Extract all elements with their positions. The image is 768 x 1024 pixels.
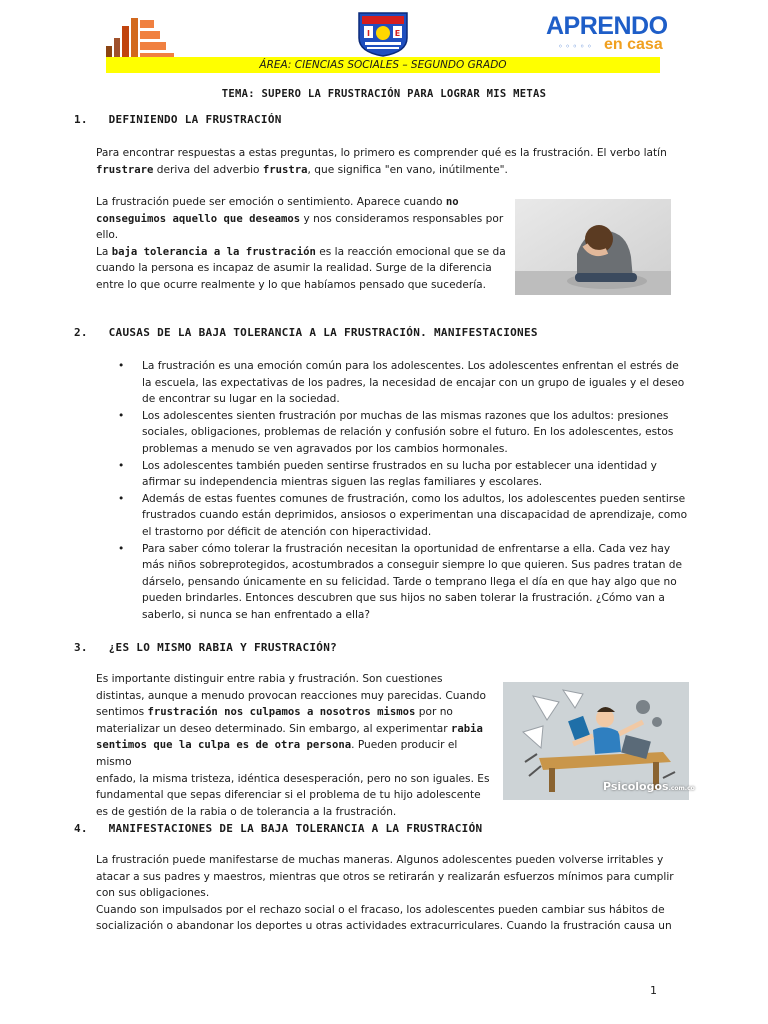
text-line: fundamental que sepas diferenciar si el problema de tu hijo adolescente: [96, 789, 481, 802]
brand-dots: ◦ ◦ ◦ ◦ ◦: [558, 42, 592, 51]
sad-child-photo: [515, 199, 671, 295]
text-line: [96, 721, 496, 738]
institution-bars-logo: [104, 16, 176, 60]
text-line: [96, 162, 696, 179]
text-line: dárselo, pensando únicamente en su felicidad. Tarde o temprano llega el día en que hay algo que no: [142, 575, 677, 588]
svg-text:E: E: [394, 29, 401, 38]
text-line: ello.: [96, 229, 119, 242]
bullet-glyph: •: [118, 409, 125, 422]
section-4-heading: 4. MANIFESTACIONES DE LA BAJA TOLERANCIA A LA FRUSTRACIÓN: [74, 822, 483, 835]
text-line: [96, 194, 506, 211]
section-1-paragraph-1: [96, 145, 696, 178]
text-line: [96, 704, 496, 721]
text-span: deriva del adverbio: [153, 163, 263, 176]
section-1-paragraph-2: [96, 194, 506, 294]
section-1-heading: 1. DEFINIENDO LA FRUSTRACIÓN: [74, 113, 282, 126]
page-number: 1: [650, 984, 657, 997]
text-span: y nos consideramos responsables por: [300, 212, 504, 225]
bullet-glyph: •: [118, 459, 125, 472]
emphasis: frustración nos culpamos a nosotros mismos: [147, 706, 416, 719]
text-line: frustrados cuando están deprimidos, ansiosos o experimentan una discapacidad de aprendizaje, como: [142, 509, 688, 522]
section-2-bullet-list: [118, 358, 702, 624]
text-span: , que significa "en vano, inútilmente".: [307, 163, 508, 176]
text-line: sociales, obligaciones, problemas de relación y confusión sobre el futuro. En los adolescentes, estos: [142, 426, 674, 439]
text-span: La: [96, 245, 112, 258]
svg-text:I: I: [367, 29, 370, 38]
bullet-glyph: •: [118, 492, 125, 505]
text-line: Los adolescentes también pueden sentirse frustrados en su lucha por establecer una identidad y: [142, 459, 657, 472]
school-crest-icon: [355, 10, 411, 58]
frustrated-person-illustration: [503, 682, 695, 800]
text-line: Es importante distinguir entre rabia y frustración. Son cuestiones: [96, 673, 443, 685]
aprendo-en-casa-logo: [546, 12, 666, 56]
text-line: de encontrar su lugar en la sociedad.: [142, 393, 340, 406]
text-span: materializar un deseo determinado. Sin embargo, al experimentar: [96, 722, 451, 735]
text-line: es de gestión de la rabia o de tolerancia a la frustración.: [96, 805, 397, 818]
section-2-heading: 2. CAUSAS DE LA BAJA TOLERANCIA A LA FRUSTRACIÓN. MANIFESTACIONES: [74, 326, 538, 339]
text-line: saberlo, si nunca se han enfrentado a ella?: [142, 608, 371, 621]
page-title: TEMA: SUPERO LA FRUSTRACIÓN PARA LOGRAR MIS METAS: [221, 88, 547, 100]
text-line: con sus obligaciones.: [96, 887, 210, 900]
emphasis: sentimos que la culpa es de otra persona: [96, 739, 352, 752]
text-line: Los adolescentes sienten frustración por muchas de las mismas razones que los adultos: presiones: [142, 409, 669, 422]
section-3-heading: 3. ¿ES LO MISMO RABIA Y FRUSTRACIÓN?: [74, 641, 338, 654]
text-line: La frustración es una emoción común para los adolescentes. Los adolescentes enfrentan el estrés de: [142, 360, 679, 372]
list-item: [118, 541, 702, 624]
area-banner: ÁREA: CIENCIAS SOCIALES – SEGUNDO GRADO: [106, 57, 660, 73]
text-line: [96, 244, 506, 261]
watermark-sub: .com.co: [668, 785, 695, 792]
text-line: [96, 737, 496, 770]
list-item: [118, 358, 702, 408]
text-line: problemas a menudo se ven agravados por los cambios hormonales.: [142, 442, 508, 455]
text-line: [96, 211, 506, 228]
term-frustra: frustra: [262, 163, 308, 176]
text-line: Además de estas fuentes comunes de frustración, como los adultos, los adolescentes pueden sentirse: [142, 492, 686, 505]
text-span: . Pueden producir el mismo: [96, 739, 458, 768]
text-line: socialización o abandonar los deportes u otras actividades extracurriculares. Cuando la frustración causa un: [96, 920, 672, 933]
text-line: cuando la persona es incapaz de asumir la realidad. Surge de la diferencia: [96, 262, 492, 275]
section-3-paragraph: [96, 671, 496, 820]
text-line: La frustración puede manifestarse de muchas maneras. Algunos adolescentes pueden volverse irritables y: [96, 854, 664, 866]
watermark-text: [603, 780, 695, 793]
list-item: [118, 408, 702, 458]
emphasis: baja tolerancia a la frustración: [111, 245, 316, 258]
text-span: es la reacción emocional que se da: [315, 245, 506, 258]
text-line: Para encontrar respuestas a estas preguntas, lo primero es comprender qué es la frustración. El verbo latín: [96, 147, 667, 159]
text-line: afirmar su independencia mientras siguen las reglas familiares y escolares.: [142, 476, 543, 489]
bullet-glyph: •: [118, 542, 125, 555]
text-line: Cuando son impulsados por el rechazo social o el fracaso, los adolescentes pueden cambiar sus hábitos de: [96, 903, 665, 916]
text-line: entre lo que ocurre realmente y lo que habíamos pensado que sucedería.: [96, 278, 487, 291]
text-line: Para saber cómo tolerar la frustración necesitan la oportunidad de enfrentarse a ella. Cada vez hay: [142, 542, 671, 555]
brand-en-casa: en casa: [604, 36, 663, 53]
list-item: [118, 458, 702, 491]
term-frustrare: frustrare: [96, 163, 154, 176]
text-line: distintas, aunque a menudo provocan reacciones muy parecidas. Cuando: [96, 689, 486, 702]
list-item: [118, 491, 702, 541]
emphasis: conseguimos aquello que deseamos: [96, 212, 301, 225]
text-line: enfado, la misma tristeza, idéntica desesperación, pero no son iguales. Es: [96, 772, 490, 785]
text-line: pueden brindarles. Entonces descubren que sus hijos no saben tolerar la frustración. ¿Cómo van a: [142, 592, 665, 605]
text-line: el trastorno por déficit de atención con hiperactividad.: [142, 525, 432, 538]
text-span: La frustración puede ser emoción o sentimiento. Aparece cuando: [96, 196, 446, 208]
watermark-main: Psicologos: [603, 780, 669, 793]
emphasis: no: [445, 196, 459, 208]
section-4-paragraph: [96, 852, 696, 935]
text-span: sentimos: [96, 706, 148, 719]
text-line: la escuela, las expectativas de los padres, la necesidad de encajar con un grupo de iguales y el deseo: [142, 376, 685, 389]
text-line: más niños sobreprotegidos, acostumbrados a conseguir siempre lo que quieren. Sus padres tratan de: [142, 559, 683, 572]
text-span: por no: [415, 706, 453, 719]
brand-aprendo: APRENDO: [546, 12, 668, 40]
text-line: atacar a sus padres y maestros, mientras que otros se retirarán y realizarán esfuerzos mínimos para cumplir: [96, 870, 674, 883]
emphasis: rabia: [450, 722, 483, 735]
bullet-glyph: •: [118, 360, 125, 372]
